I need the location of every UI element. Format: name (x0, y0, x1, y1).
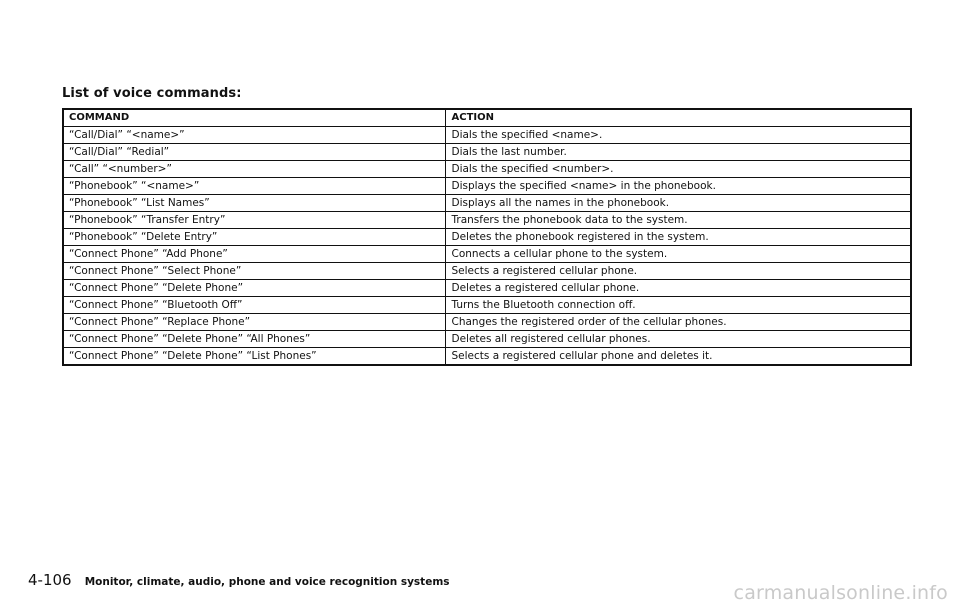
command-cell: “Connect Phone” “Delete Phone” (63, 280, 445, 297)
action-cell: Dials the specified <number>. (445, 161, 911, 178)
action-cell: Transfers the phonebook data to the system. (445, 212, 911, 229)
watermark: carmanualsonline.info (733, 582, 948, 604)
action-cell: Deletes the phonebook registered in the system. (445, 229, 911, 246)
table-row (63, 178, 911, 195)
column-header-action: ACTION (445, 109, 911, 127)
table-row (63, 246, 911, 263)
command-cell: “Call” “<number>” (63, 161, 445, 178)
table-row (63, 212, 911, 229)
command-cell: “Phonebook” “List Names” (63, 195, 445, 212)
column-header-command: COMMAND (69, 112, 130, 123)
command-cell: “Call/Dial” “<name>” (63, 127, 445, 144)
action-cell: Dials the last number. (445, 144, 911, 161)
table-row (63, 127, 911, 144)
command-cell: “Connect Phone” “Replace Phone” (63, 314, 445, 331)
action-cell: Deletes a registered cellular phone. (445, 280, 911, 297)
page-number: 4-106 (28, 571, 72, 589)
action-cell: Turns the Bluetooth connection off. (445, 297, 911, 314)
table-row (63, 144, 911, 161)
action-cell: Dials the specified <name>. (445, 127, 911, 144)
command-cell: “Call/Dial” “Redial” (63, 144, 445, 161)
command-cell: “Connect Phone” “Bluetooth Off” (63, 297, 445, 314)
command-cell: “Phonebook” “Delete Entry” (63, 229, 445, 246)
action-cell: Connects a cellular phone to the system. (445, 246, 911, 263)
table-row (63, 297, 911, 314)
command-cell: “Connect Phone” “Add Phone” (63, 246, 445, 263)
action-cell: Displays the specified <name> in the phonebook. (445, 178, 911, 195)
table-header-row (63, 109, 911, 127)
command-cell: “Phonebook” “Transfer Entry” (63, 212, 445, 229)
command-cell: “Connect Phone” “Delete Phone” “List Phones” (63, 348, 445, 366)
table-row (63, 161, 911, 178)
section-title: List of voice commands: (62, 86, 242, 101)
command-cell: “Connect Phone” “Select Phone” (63, 263, 445, 280)
table-row (63, 263, 911, 280)
action-cell: Displays all the names in the phonebook. (445, 195, 911, 212)
action-cell: Deletes all registered cellular phones. (445, 331, 911, 348)
action-cell: Changes the registered order of the cellular phones. (445, 314, 911, 331)
table-row (63, 280, 911, 297)
footer-section-title: Monitor, climate, audio, phone and voice recognition systems (84, 576, 450, 588)
table-row (63, 348, 911, 366)
table-row (63, 229, 911, 246)
action-cell: Selects a registered cellular phone. (445, 263, 911, 280)
action-cell: Selects a registered cellular phone and deletes it. (445, 348, 911, 366)
table-row (63, 314, 911, 331)
voice-command-table (62, 108, 912, 366)
command-cell: “Connect Phone” “Delete Phone” “All Phones” (63, 331, 445, 348)
table-row (63, 195, 911, 212)
page-footer (28, 570, 450, 589)
command-cell: “Phonebook” “<name>” (63, 178, 445, 195)
table-row (63, 331, 911, 348)
